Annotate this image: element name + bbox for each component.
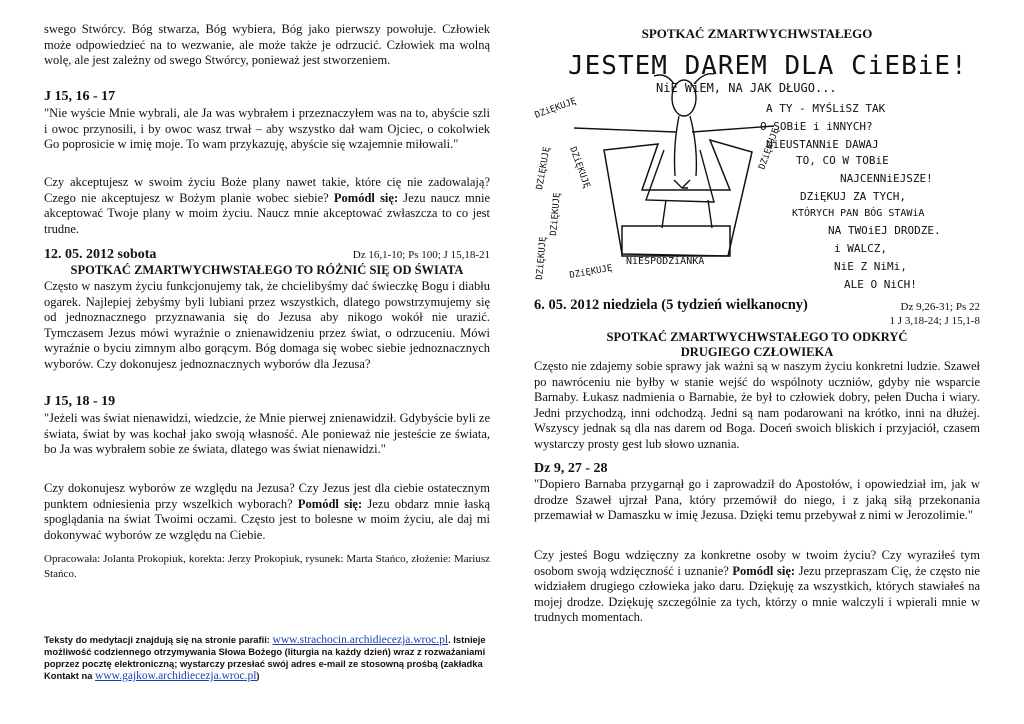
readings-sunday-1: Dz 9,26-31; Ps 22 — [900, 301, 980, 313]
body-sunday: Często nie zdajemy sobie sprawy jak ważni są w naszym życiu konkretni ludzie. Szaweł po nawróceniu nie byłby w stanie wejść do wspólnoty uczniów, gdyby nie wsparcie Barnaby. Łukasz nadmienia o Barnabie, że był to człowiek dobry, pełen Ducha i wiary. Jedni przychodzą, inni odchodzą. Jedni są nam podarowani na krótko, inni na dłużej. Wszyscy jednak są dla nas darem od Boga. Doceń swoich bliskich i przyjaciół, czasem wystarczy prosty gest lub słowo uznania. — [534, 359, 980, 451]
reflection-5-prayer: Jezu przepraszam Cię, że często nie widziałem drugiego człowieka jako daru. Dziękuję za wszystkich, których stawiałeś na mojej drodze. Dziękuję szczególnie za tych, którzy o mnie walczyli i wpierali mnie w trudnych momentach. — [534, 563, 980, 625]
footer-text-2: . Istnieje możliwość codziennego otrzymywania Słowa Bożego (liturgia na każdy dzień) wraz z rozważaniami poprzez pocztę elektroniczną; wystarczy przesłać swój adres e-mail ze stosowną prośbą (zakładka Kontakt na — [44, 634, 486, 682]
cartoon-title: JESTEM DAREM DLA CiEBiE! — [568, 51, 968, 81]
reflection-1-text: Czy akceptujesz w swoim życiu Boże plany nawet takie, które cię nie zadowalają? Czego nie akceptujesz w Bożym planie wobec siebie? — [44, 175, 490, 205]
reflection-3-text: Czy dokonujesz wyborów ze względu na Jezusa? Czy Jezus jest dla ciebie ostatecznym punktem odniesienia przy wszelkich wyborach? — [44, 481, 490, 511]
reflection-5 — [534, 548, 980, 626]
title-sunday: SPOTKAĆ ZMARTWYCHWSTAŁEGO TO ODKRYĆ DRUGIEGO CZŁOWIEKA — [606, 330, 908, 359]
body-saturday: Często w naszym życiu funkcjonujemy tak, że chcielibyśmy dać świeczkę Bogu i diabłu ogarek. Najlepiej żebyśmy byli lubiani przez wszystkich, dlatego powstrzymujemy się od jednoznacznego przyznawania się do Jezusa aby nikogo wokół nie urazić. Tymczasem Jezus mówi wyraźnie o znienawidzeniu przez świat, o odrzuceniu. Mówi wyraźnie o byciu zimnym albo gorącym. Bóg domaga się wobec siebie jednoznacznych wyborów. Czy dokonujesz jednoznacznych wyborów dla Jezusa? — [44, 279, 490, 371]
title-saturday: SPOTKAĆ ZMARTWYCHWSTAŁEGO TO RÓŻNIĆ SIĘ OD ŚWIATA — [70, 263, 464, 277]
cartoon-subtitle: NiE WiEM, NA JAK DŁUGO... — [656, 81, 837, 95]
reflection-3 — [44, 481, 490, 543]
heading-j15-18: J 15, 18 - 19 — [44, 394, 116, 409]
quote-j15-16: "Nie wyście Mnie wybrali, ale Ja was wybrałem i przeznaczyłem was na to, abyście szli i owoc przynosili, i by owoc wasz trwał – aby wszystko dał wam Ojciec, o cokolwiek Go poprosicie w imię moje. To wam przykazuję, abyście się wzajemnie miłowali." — [44, 106, 490, 152]
msg-line-8: NA TWOiEJ DRODZE. — [828, 224, 941, 237]
thanks-4: DZiĘKUJĘ — [549, 192, 563, 237]
msg-line-10: NiE Z NiMi, — [834, 260, 907, 273]
reflection-1-prayer: Jezu naucz mnie akceptować Twoje plany w moim życiu. Naucz mnie akceptować zwłaszcza to co jest trudne. — [44, 190, 490, 236]
link-gajkow[interactable]: www.gajkow.archidiecezja.wroc.pl — [95, 670, 257, 683]
link-strachocin[interactable]: www.strachocin.archidiecezja.wroc.pl — [272, 634, 449, 646]
right-heading: SPOTKAĆ ZMARTWYCHWSTAŁEGO — [641, 26, 873, 41]
gift-box — [604, 140, 752, 256]
pray-label: Pomódl się: — [297, 496, 363, 511]
cartoon-drawing — [534, 40, 980, 302]
credits: Opracowała: Jolanta Prokopiuk, korekta: Jerzy Prokopiuk, rysunek: Marta Stańco, złożenie: Mariusz Stańco. — [44, 553, 490, 580]
thanks-3: DZiĘKUJĘ — [535, 146, 553, 191]
thanks-7: DZiĘKUJĘ — [757, 126, 782, 172]
footer-note — [44, 634, 490, 682]
thanks-words — [534, 97, 782, 281]
date-saturday: 12. 05. 2012 sobota — [44, 247, 157, 262]
msg-line-6: DZiĘKUJ ZA TYCH, — [800, 190, 906, 203]
quote-dz9: "Dopiero Barnaba przygarnął go i zaprowadził do Apostołów, i opowiedział im, jak w drodze Szaweł ujrzał Pana, który przemówił do niego, i z jaką siłą przekonania przemawiał w Damaszku w imię Jezusa. Dzięki temu przebywał z nimi w Jerozolimie." — [534, 477, 980, 523]
thanks-6: DZiĘKUJĘ — [568, 263, 614, 281]
thanks-2: DZiĘKUJĘ — [567, 145, 592, 190]
readings-saturday: Dz 16,1-10; Ps 100; J 15,18-21 — [352, 249, 490, 261]
reflection-5-text: Czy jesteś Bogu wdzięczny za konkretne osoby w twoim życiu? Czy wyraziłeś tym osobom swoją wdzięczność i uznanie? — [534, 548, 980, 578]
intro-paragraph: swego Stwórcy. Bóg stwarza, Bóg wybiera, Bóg jako pierwszy powołuje. Człowiek może odpowiedzieć na to wezwanie, ale może także je odrzucić. Człowiek ma wolną wolę, ale jest zależny od swego Stwórcy, ponieważ jest stworzeniem. — [44, 22, 490, 68]
thanks-1: DZiĘKUJĘ — [534, 96, 578, 121]
pray-label: Pomódl się: — [732, 563, 796, 578]
msg-line-5: NAJCENNiEJSZE! — [840, 172, 933, 185]
msg-line-1: A TY - MYŚLiSZ TAK — [766, 102, 886, 115]
reflection-1 — [44, 175, 490, 237]
msg-line-3: NiEUSTANNiE DAWAJ — [766, 138, 879, 151]
footer-text-3: ) — [256, 670, 260, 682]
handwritten-message — [760, 102, 941, 291]
msg-line-2: O SOBiE i iNNYCH? — [760, 120, 873, 133]
thanks-5: DZiĘKUJĘ — [535, 236, 549, 281]
footer-text-1: Teksty do medytacji znajdują się na stronie parafii: — [44, 634, 273, 645]
msg-line-7: KTÓRYCH PAN BÓG STAWiA — [792, 208, 925, 219]
msg-line-11: ALE O NiCH! — [844, 278, 917, 291]
pray-label: Pomódl się: — [333, 190, 399, 205]
heading-j15-16: J 15, 16 - 17 — [44, 89, 116, 104]
box-label: NiESPODZiANKA — [626, 256, 705, 267]
readings-sunday-2: 1 J 3,18-24; J 15,1-8 — [889, 315, 980, 327]
msg-line-9: i WALCZ, — [834, 242, 887, 255]
heading-dz9: Dz 9, 27 - 28 — [534, 461, 608, 476]
msg-line-4: TO, CO W TOBiE — [796, 154, 889, 167]
reflection-3-prayer: Jezu obdarz mnie łaską spoglądania na świat Twoimi oczami. Często jest to bolesne w moim życiu, ale daj mi dokonywać wyborów ze względu na Ciebie. — [44, 496, 490, 542]
quote-j15-18: "Jeżeli was świat nienawidzi, wiedzcie, że Mnie pierwej znienawidził. Gdybyście byli ze świata, świat by was kochał jako swoją własność. Ale ponieważ nie jesteście ze świata, bo Ja was wybrałem sobie ze świata, dlatego was świat nienawidzi." — [44, 411, 490, 457]
date-sunday: 6. 05. 2012 niedziela (5 tydzień wielkanocny) — [534, 297, 808, 313]
